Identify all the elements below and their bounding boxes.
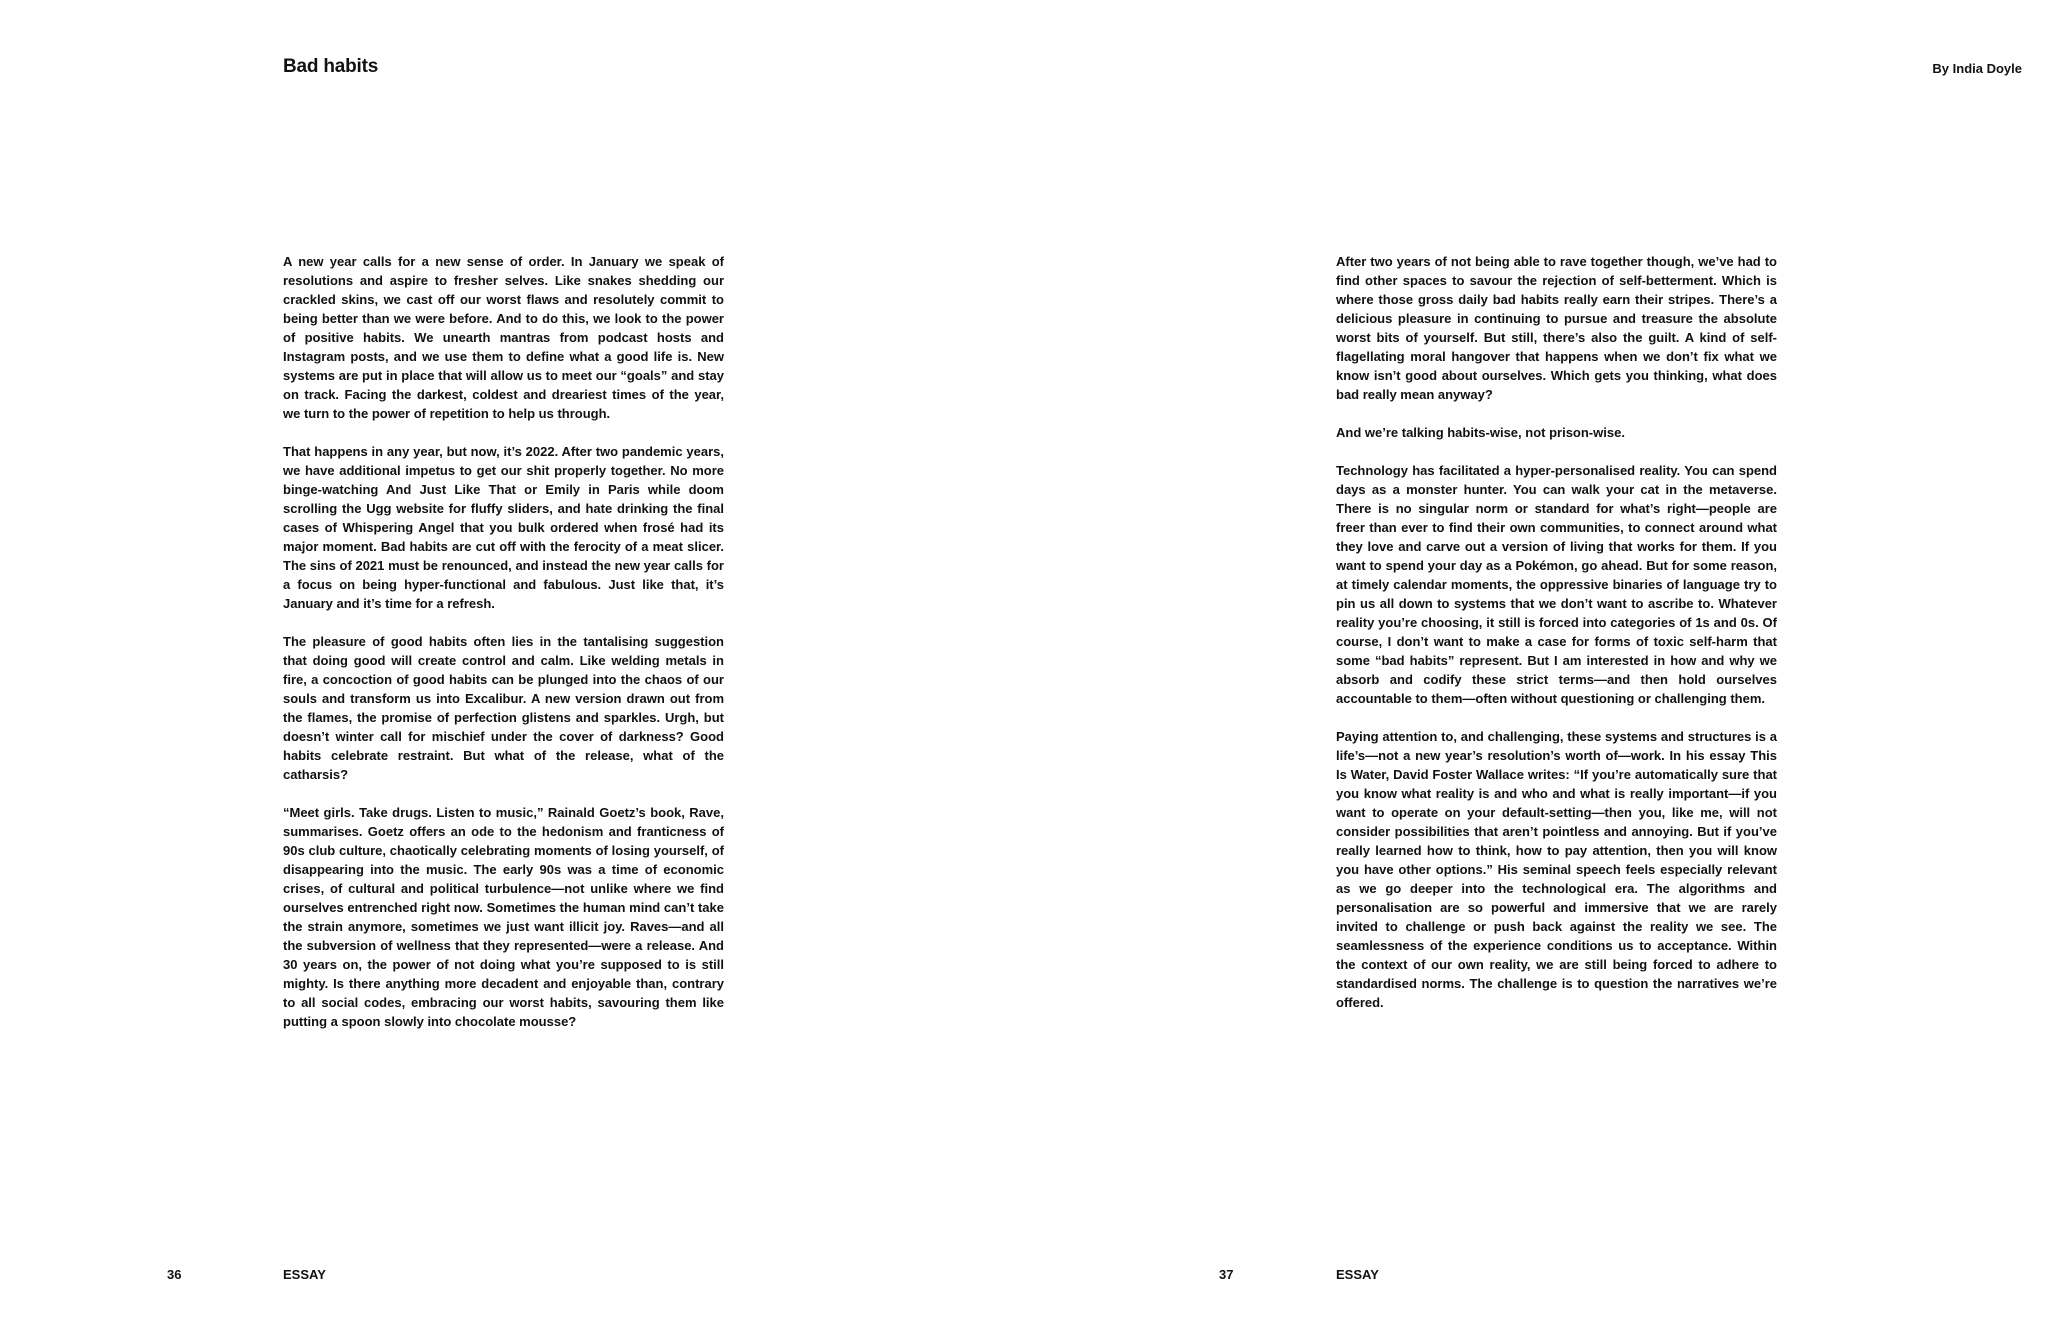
paragraph: Technology has facilitated a hyper-personalised reality. You can spend days as a monster hunter. You can walk your cat in the metaverse. There is no singular norm or standard for what’s right—people are freer than ever to find their own communities, to connect around what they love and carve out a version of living that works for them. If you want to spend your day as a Pokémon, go ahead. But for some reason, at timely calendar moments, the oppressive binaries of language try to pin us all down to systems that we don’t want to ascribe to. Whatever reality you’re choosing, it still is forced into categories of 1s and 0s. Of course, I don’t want to make a case for forms of toxic self-harm that some “bad habits” represent. But I am interested in how and why we absorb and codify these strict terms—and then hold ourselves accountable to them—often without questioning or challenging them.: [1336, 463, 1777, 706]
paragraph: A new year calls for a new sense of order. In January we speak of resolutions and aspire to fresher selves. Like snakes shedding our crackled skins, we cast off our worst flaws and resolutely commit to being better than we were before. And to do this, we look to the power of positive habits. We unearth mantras from podcast hosts and Instagram posts, and we use them to define what a good life is. New systems are put in place that will allow us to meet our “goals” and stay on track. Facing the darkest, coldest and dreariest times of the year, we turn to the power of repetition to help us through.: [283, 254, 724, 421]
left-text-column: [283, 252, 724, 1050]
paragraph: “Meet girls. Take drugs. Listen to music,” Rainald Goetz’s book, Rave, summarises. Goetz offers an ode to the hedonism and franticness of 90s club culture, chaotically celebrating moments of losing yourself, of disappearing into the music. The early 90s was a time of economic crises, of cultural and political turbulence—not unlike where we find ourselves entrenched right now. Sometimes the human mind can’t take the strain anymore, sometimes we just want illicit joy. Raves—and all the subversion of wellness that they represented—were a release. And 30 years on, the power of not doing what you’re supposed to is still mighty. Is there anything more decadent and enjoyable than, contrary to all social codes, embracing our worst habits, savouring them like putting a spoon slowly into chocolate mousse?: [283, 805, 724, 1029]
paragraph: And we’re talking habits-wise, not prison-wise.: [1336, 425, 1625, 440]
page-number: 37: [1219, 1267, 1234, 1282]
paragraph: That happens in any year, but now, it’s 2022. After two pandemic years, we have additional impetus to get our shit properly together. No more binge-watching And Just Like That or Emily in Paris while doom scrolling the Ugg website for fluffy sliders, and hate drinking the final cases of Whispering Angel that you bulk ordered when frosé had its major moment. Bad habits are cut off with the ferocity of a meat slicer. The sins of 2021 must be renounced, and instead the new year calls for a focus on being hyper-functional and fabulous. Just like that, it’s January and it’s time for a refresh.: [283, 444, 724, 611]
page-number: 36: [167, 1267, 182, 1282]
section-label: ESSAY: [283, 1267, 326, 1282]
right-page: [1024, 0, 2048, 1336]
article-title: Bad habits: [283, 56, 379, 77]
author-byline: By India Doyle: [1932, 61, 2022, 76]
paragraph: The pleasure of good habits often lies in the tantalising suggestion that doing good will create control and calm. Like welding metals in fire, a concoction of good habits can be plunged into the chaos of our souls and transform us into Excalibur. A new version drawn out from the flames, the promise of perfection glistens and sparkles. Urgh, but doesn’t winter call for mischief under the cover of darkness? Good habits celebrate restraint. But what of the release, what of the catharsis?: [283, 634, 724, 782]
paragraph: After two years of not being able to rave together though, we’ve had to find other spaces to savour the rejection of self-betterment. Which is where those gross daily bad habits really earn their stripes. There’s a delicious pleasure in continuing to pursue and treasure the absolute worst bits of yourself. But still, there’s also the guilt. A kind of self-flagellating moral hangover that happens when we don’t fix what we know isn’t good about ourselves. Which gets you thinking, what does bad really mean anyway?: [1336, 254, 1777, 402]
section-label: ESSAY: [1336, 1267, 1379, 1282]
paragraph: Paying attention to, and challenging, these systems and structures is a life’s—not a new year’s resolution’s worth of—work. In his essay This Is Water, David Foster Wallace writes: “If you’re automatically sure that you know what reality is and who and what is really important—if you want to operate on your default-setting—then you, like me, will not consider possibilities that aren’t pointless and annoying. But if you’ve really learned how to think, how to pay attention, then you will know you have other options.” His seminal speech feels especially relevant as we go deeper into the technological era. The algorithms and personalisation are so powerful and immersive that we are rarely invited to challenge or push back against the reality we see. The seamlessness of the experience conditions us to acceptance. Within the context of our own reality, we are still being forced to adhere to standardised norms. The challenge is to question the narratives we’re offered.: [1336, 729, 1777, 1010]
right-text-column: [1336, 252, 1777, 1031]
